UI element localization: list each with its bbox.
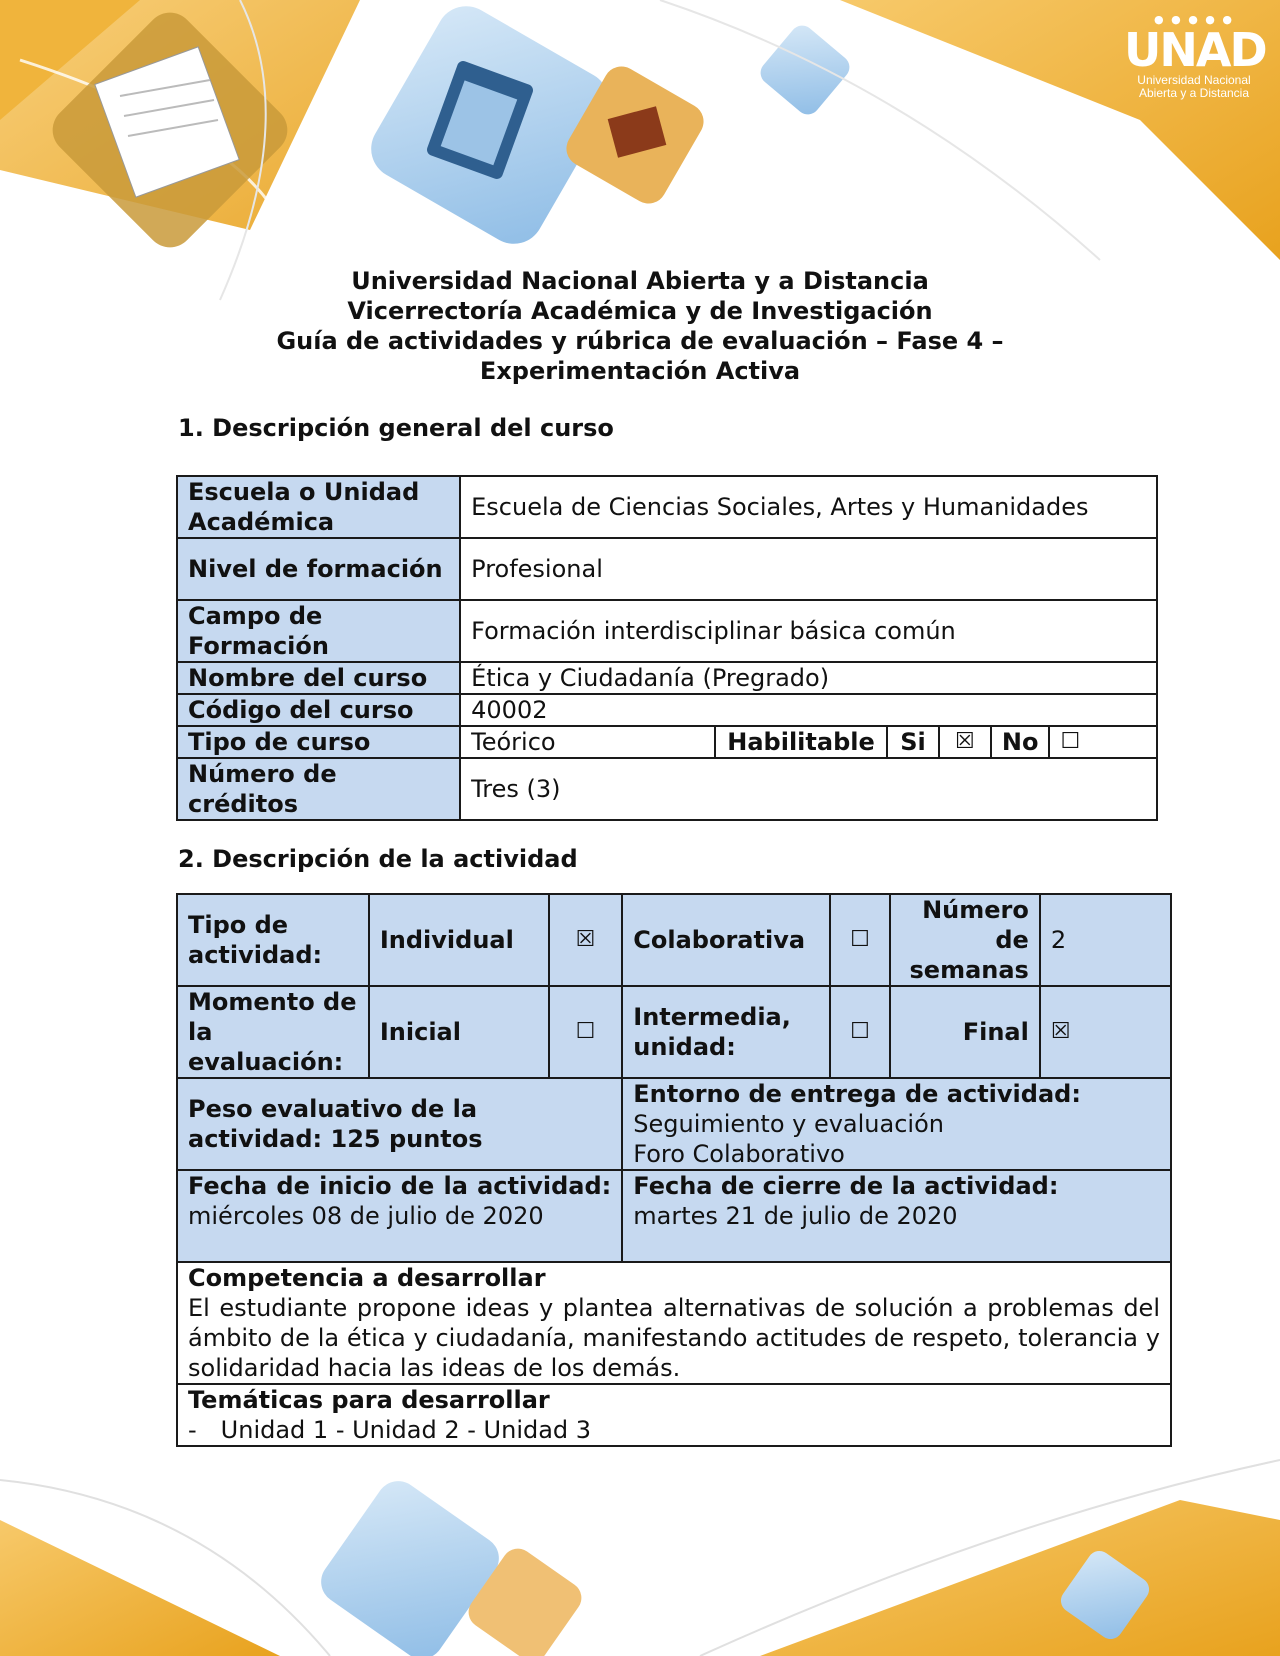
tematicas-item xyxy=(188,1415,1160,1445)
tipo-value: Teórico xyxy=(460,726,715,758)
individual-label: Individual xyxy=(369,894,549,986)
final-label: Final xyxy=(890,986,1040,1078)
inicio-value: miércoles 08 de julio de 2020 xyxy=(188,1202,544,1230)
tipo-label: Tipo de curso xyxy=(177,726,460,758)
header-line-3: Guía de actividades y rúbrica de evaluación – Fase 4 – xyxy=(276,327,1004,355)
table-row xyxy=(177,694,1157,726)
habilitable-label: Habilitable xyxy=(715,726,887,758)
header-line-4: Experimentación Activa xyxy=(479,357,801,385)
competencia-label: Competencia a desarrollar xyxy=(188,1264,546,1292)
table-row xyxy=(177,758,1157,820)
document-header xyxy=(180,266,1100,386)
nombre-value: Ética y Ciudadanía (Pregrado) xyxy=(460,662,1157,694)
no-checkbox[interactable]: ☐ xyxy=(1049,726,1157,758)
creditos-value: Tres (3) xyxy=(460,758,1157,820)
logo-dots: ● ● ● ● ● xyxy=(1154,13,1234,26)
list-bullet: - xyxy=(188,1416,197,1444)
peso-label: Peso evaluativo de la actividad: 125 puntos xyxy=(177,1078,622,1170)
si-checkbox[interactable]: ☒ xyxy=(939,726,991,758)
escuela-label: Escuela o Unidad Académica xyxy=(177,476,460,538)
campo-value: Formación interdisciplinar básica común xyxy=(460,600,1157,662)
entorno-line-2: Foro Colaborativo xyxy=(633,1140,845,1168)
table-row xyxy=(177,1384,1171,1446)
individual-checkbox[interactable]: ☒ xyxy=(549,894,623,986)
nivel-value: Profesional xyxy=(460,538,1157,600)
cierre-value: martes 21 de julio de 2020 xyxy=(633,1202,958,1230)
unad-logo xyxy=(1124,14,1264,100)
nivel-label: Nivel de formación xyxy=(177,538,460,600)
course-description-table xyxy=(176,475,1158,821)
cierre-label: Fecha de cierre de la actividad: xyxy=(633,1172,1059,1200)
table-row xyxy=(177,726,1157,758)
semanas-label: Número de semanas xyxy=(890,894,1040,986)
codigo-value: 40002 xyxy=(460,694,1157,726)
activity-description-table xyxy=(176,893,1172,1447)
no-label: No xyxy=(991,726,1050,758)
table-row xyxy=(177,538,1157,600)
colaborativa-label: Colaborativa xyxy=(622,894,830,986)
inicial-checkbox[interactable]: ☐ xyxy=(549,986,623,1078)
tipo-actividad-label: Tipo de actividad: xyxy=(177,894,369,986)
intermedia-checkbox[interactable]: ☐ xyxy=(830,986,890,1078)
table-row xyxy=(177,1170,1171,1262)
header-line-1: Universidad Nacional Abierta y a Distancia xyxy=(351,267,929,295)
header-line-2: Vicerrectoría Académica y de Investigación xyxy=(347,297,933,325)
si-label: Si xyxy=(887,726,939,758)
table-row xyxy=(177,986,1171,1078)
competencia-cell xyxy=(177,1262,1171,1384)
table-row xyxy=(177,600,1157,662)
logo-subtitle-1: Universidad Nacional xyxy=(1137,73,1251,87)
colaborativa-checkbox[interactable]: ☐ xyxy=(830,894,890,986)
campo-label: Campo de Formación xyxy=(177,600,460,662)
table-row xyxy=(177,1078,1171,1170)
section-1-title: 1. Descripción general del curso xyxy=(178,414,614,442)
inicio-cell xyxy=(177,1170,622,1262)
competencia-text: El estudiante propone ideas y plantea alternativas de solución a problemas del ámbito de la ética y ciudadanía, manifestando actitudes de respeto, tolerancia y solidaridad hacia las ideas de los demás. xyxy=(188,1294,1160,1382)
inicio-label: Fecha de inicio de la actividad: xyxy=(188,1172,612,1200)
table-row xyxy=(177,662,1157,694)
inicial-label: Inicial xyxy=(369,986,549,1078)
nombre-label: Nombre del curso xyxy=(177,662,460,694)
final-checkbox[interactable]: ☒ xyxy=(1040,986,1171,1078)
tematicas-cell xyxy=(177,1384,1171,1446)
table-row xyxy=(177,476,1157,538)
logo-wordmark: UNAD xyxy=(1124,23,1266,77)
entorno-label: Entorno de entrega de actividad: xyxy=(633,1080,1081,1108)
table-row xyxy=(177,894,1171,986)
entorno-cell xyxy=(622,1078,1171,1170)
intermedia-label: Intermedia, unidad: xyxy=(622,986,830,1078)
tematicas-label: Temáticas para desarrollar xyxy=(188,1386,550,1414)
tematicas-text: Unidad 1 - Unidad 2 - Unidad 3 xyxy=(220,1416,592,1444)
section-2-title: 2. Descripción de la actividad xyxy=(178,845,578,873)
cierre-cell xyxy=(622,1170,1171,1262)
logo-subtitle-2: Abierta y a Distancia xyxy=(1138,86,1250,100)
semanas-value: 2 xyxy=(1040,894,1171,986)
momento-label: Momento de la evaluación: xyxy=(177,986,369,1078)
entorno-line-1: Seguimiento y evaluación xyxy=(633,1110,944,1138)
escuela-value: Escuela de Ciencias Sociales, Artes y Humanidades xyxy=(460,476,1157,538)
creditos-label: Número de créditos xyxy=(177,758,460,820)
codigo-label: Código del curso xyxy=(177,694,460,726)
table-row xyxy=(177,1262,1171,1384)
